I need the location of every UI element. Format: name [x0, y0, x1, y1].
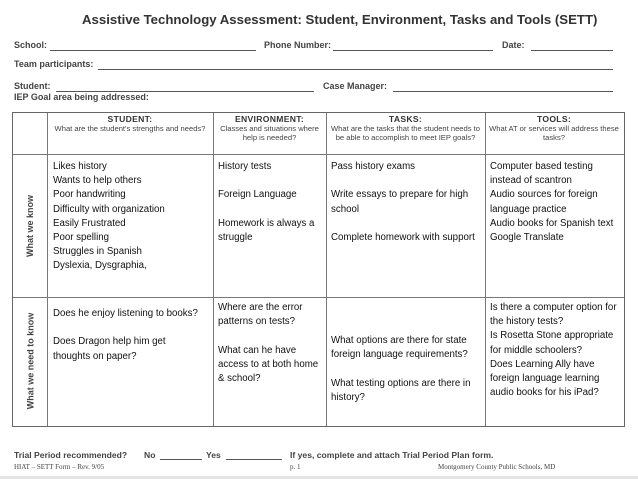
cell-student-need[interactable]: Does he enjoy listening to books? Does Dragon help him get thoughts on paper? — [53, 308, 198, 362]
column-header-environment — [213, 113, 326, 155]
row-label-what-we-need-to-know: What we need to know — [25, 312, 36, 410]
date-label: Date: — [502, 40, 525, 50]
trial-period-label: Trial Period recommended? — [14, 450, 128, 460]
sett-table — [12, 112, 625, 427]
page-title: Assistive Technology Assessment: Student, Environment, Tasks and Tools (SETT) — [82, 12, 598, 27]
team-field[interactable] — [98, 69, 613, 70]
trial-yes-label: Yes — [206, 450, 221, 460]
trial-instructions: If yes, complete and attach Trial Period Plan form. — [290, 450, 494, 460]
column-title: TOOLS: — [536, 114, 572, 124]
trial-no-label: No — [144, 450, 156, 460]
cell-student-know[interactable]: Likes history Wants to help others Poor handwriting Difficulty with organization Easily Frustrated Poor spelling Struggles in Spanish Dyslexia, Dysgraphia, — [53, 161, 165, 272]
column-divider — [326, 113, 327, 426]
row-label-what-we-know: What we know — [25, 194, 36, 257]
organization: Montgomery County Public Schools, MD — [438, 463, 556, 471]
trial-yes-field[interactable] — [226, 459, 282, 460]
column-header-tasks — [326, 113, 485, 155]
case-manager-field[interactable] — [393, 91, 613, 92]
column-header-tools — [485, 113, 623, 155]
column-subtitle: What are the student's strengths and needs? — [54, 124, 206, 133]
team-label: Team participants: — [14, 59, 94, 69]
student-label: Student: — [14, 81, 51, 91]
phone-field[interactable] — [333, 50, 493, 51]
school-field[interactable] — [50, 50, 256, 51]
cell-environment-need[interactable]: Where are the error patterns on tests? What can he have access to at both home & school? — [218, 302, 319, 385]
column-subtitle: Classes and situations where help is needed? — [220, 124, 319, 142]
column-divider — [213, 113, 214, 426]
case-manager-label: Case Manager: — [323, 81, 388, 91]
form-id: HIAT – SETT Form – Rev. 9/05 — [14, 463, 105, 471]
cell-tasks-need[interactable]: What options are there for state foreign language requirements? What testing options are there in history? — [331, 335, 471, 403]
column-subtitle: What AT or services will address these tasks? — [489, 124, 619, 142]
column-title: STUDENT: — [107, 114, 153, 124]
column-divider — [47, 113, 48, 426]
trial-no-field[interactable] — [160, 459, 202, 460]
column-subtitle: What are the tasks that the student needs to be able to accomplish to meet IEP goals? — [330, 124, 480, 142]
cell-tasks-know[interactable]: Pass history exams Write essays to prepare for high school Complete homework with support — [331, 161, 475, 244]
column-divider — [485, 113, 486, 426]
page-number: p. 1 — [290, 463, 301, 471]
iep-goal-label: IEP Goal area being addressed: — [14, 92, 149, 102]
phone-label: Phone Number: — [264, 40, 332, 50]
school-label: School: — [14, 40, 47, 50]
date-field[interactable] — [531, 50, 613, 51]
column-title: TASKS: — [388, 114, 423, 124]
column-header-student — [47, 113, 213, 155]
row-divider — [13, 297, 624, 298]
cell-environment-know[interactable]: History tests Foreign Language Homework is always a struggle — [218, 161, 315, 244]
cell-tools-need[interactable]: Is there a computer option for the history tests? Is Rosetta Stone appropriate for middle schoolers? Does Learning Ally have foreign language learning audio books for his iPad? — [490, 302, 617, 399]
cell-tools-know[interactable]: Computer based testing instead of scantron Audio sources for foreign language practice Audio books for Spanish text Google Translate — [490, 161, 614, 244]
column-title: ENVIRONMENT: — [234, 114, 304, 124]
